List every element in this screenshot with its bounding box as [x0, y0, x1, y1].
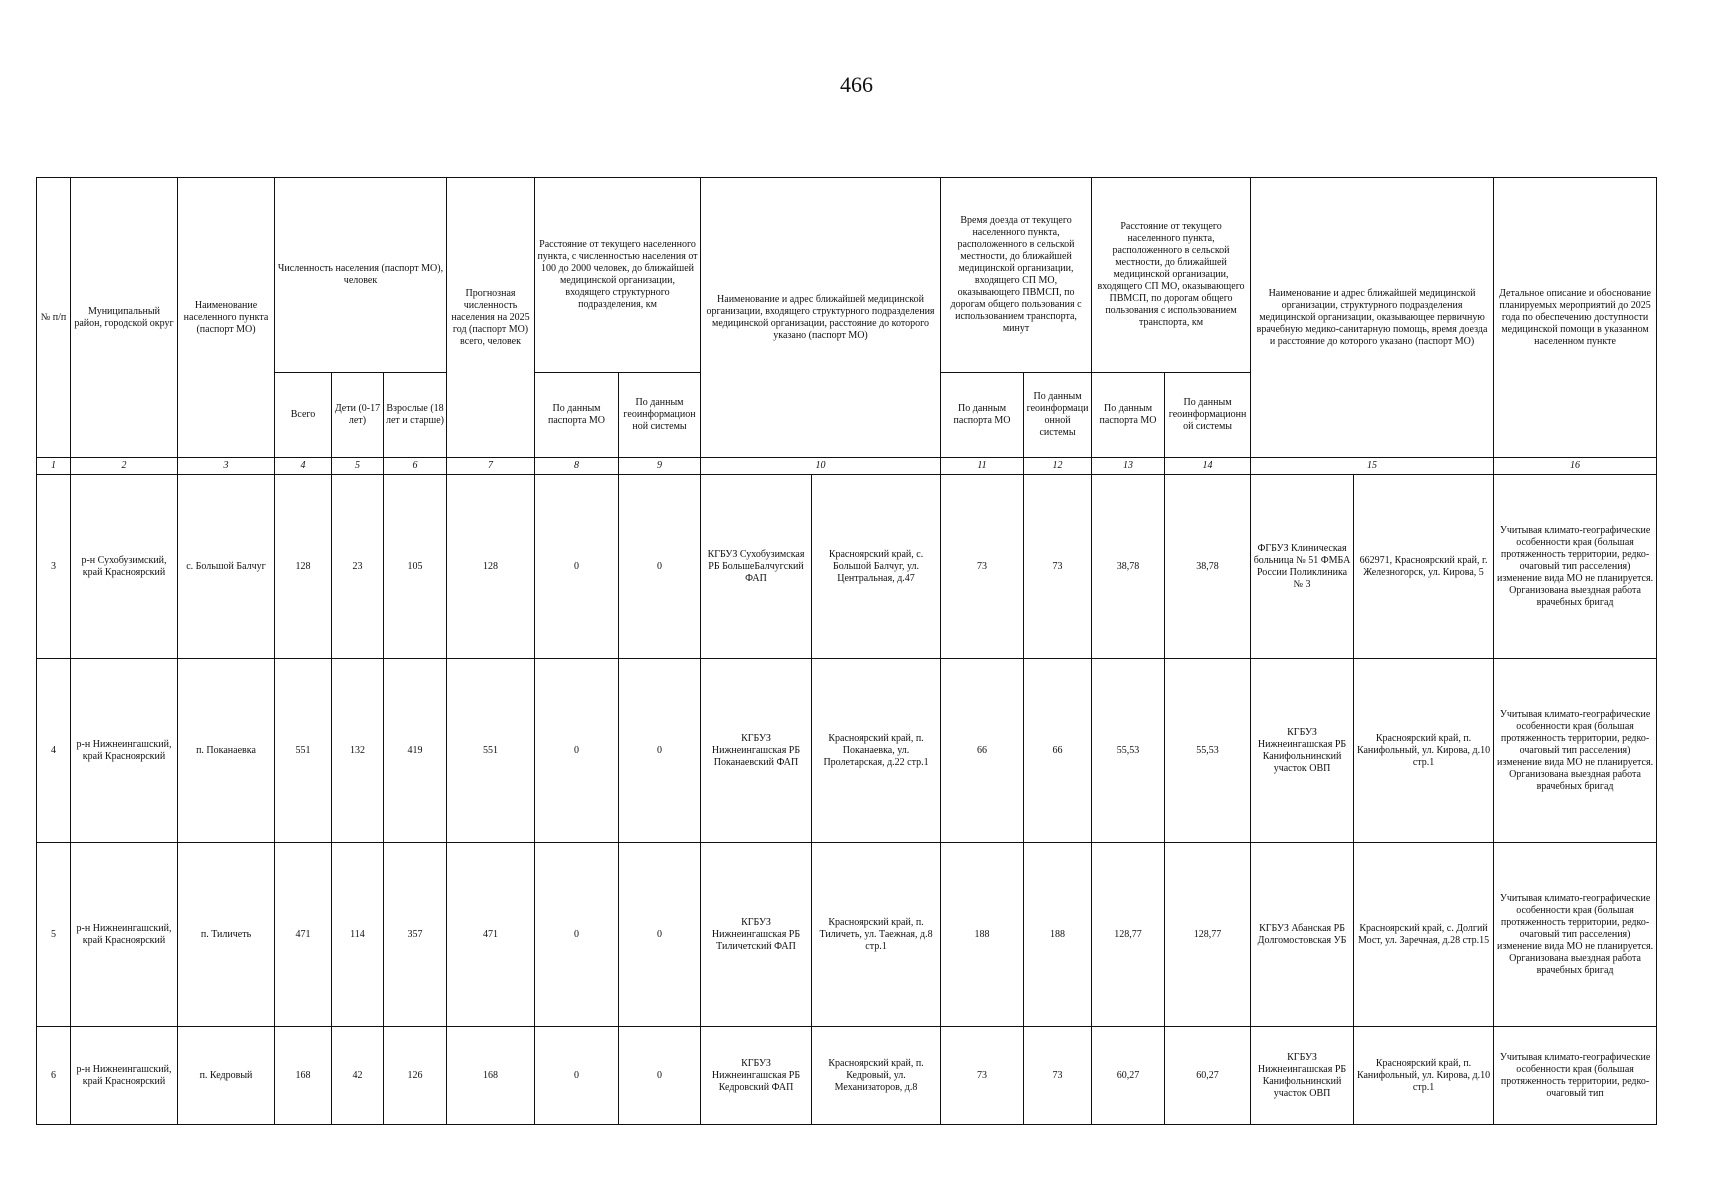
header-children: Дети (0-17 лет) [332, 373, 384, 458]
header-distance-passport: По данным паспорта МО [535, 373, 619, 458]
row-distance-passport: 0 [535, 1027, 619, 1125]
header-travel-time-group: Время доезда от текущего населенного пункта, расположенного в сельской местности, до ближайшей медицинской организации, входящего СП МО, оказывающего ПВМСП, по дорогам общего пользования с использованием транспорта, минут [941, 178, 1092, 373]
row-distance-passport: 0 [535, 843, 619, 1027]
table-row [37, 843, 1657, 1027]
row-time-passport: 188 [941, 843, 1024, 1027]
row-district: р-н Нижнеингашский, край Красноярский [71, 843, 178, 1027]
row-forecast: 168 [447, 1027, 535, 1125]
column-index: 15 [1251, 458, 1494, 475]
row-forecast: 128 [447, 475, 535, 659]
row-mo-name: КГБУЗ Сухобузимская РБ БольшеБалчугский ФАП [701, 475, 812, 659]
row-adults: 357 [384, 843, 447, 1027]
row-primary-care-address: 662971, Красноярский край, г. Железногорск, ул. Кирова, 5 [1354, 475, 1494, 659]
header-km-passport: По данным паспорта МО [1092, 373, 1165, 458]
row-children: 114 [332, 843, 384, 1027]
row-mo-address: Красноярский край, с. Большой Балчуг, ул. Центральная, д.47 [812, 475, 941, 659]
row-description: Учитывая климато-географические особенности края (большая протяженность территории, редко-очаговый тип [1494, 1027, 1657, 1125]
column-index: 2 [71, 458, 178, 475]
header-forecast: Прогнозная численность населения на 2025 год (паспорт МО) всего, человек [447, 178, 535, 458]
row-children: 132 [332, 659, 384, 843]
header-population-group: Численность населения (паспорт МО), человек [275, 178, 447, 373]
row-distance-gis: 0 [619, 659, 701, 843]
column-index: 6 [384, 458, 447, 475]
row-mo-address: Красноярский край, п. Тиличеть, ул. Таежная, д.8 стр.1 [812, 843, 941, 1027]
row-time-passport: 73 [941, 475, 1024, 659]
row-km-gis: 128,77 [1165, 843, 1251, 1027]
column-index: 3 [178, 458, 275, 475]
row-primary-care-address: Красноярский край, п. Канифольный, ул. Кирова, д.10 стр.1 [1354, 659, 1494, 843]
row-mo-address: Красноярский край, п. Кедровый, ул. Механизаторов, д.8 [812, 1027, 941, 1125]
column-index-row [37, 458, 1657, 475]
table-row [37, 475, 1657, 659]
column-index: 8 [535, 458, 619, 475]
column-index: 10 [701, 458, 941, 475]
column-index: 4 [275, 458, 332, 475]
header-row-1 [37, 178, 1657, 373]
header-number: № п/п [37, 178, 71, 458]
row-forecast: 471 [447, 843, 535, 1027]
row-total: 168 [275, 1027, 332, 1125]
row-distance-gis: 0 [619, 475, 701, 659]
row-number: 5 [37, 843, 71, 1027]
row-primary-care-name: КГБУЗ Абанская РБ Долгомостовская УБ [1251, 843, 1354, 1027]
row-time-gis: 73 [1024, 1027, 1092, 1125]
header-distance-gis: По данным геоинформационной системы [619, 373, 701, 458]
row-km-passport: 60,27 [1092, 1027, 1165, 1125]
row-district: р-н Сухобузимский, край Красноярский [71, 475, 178, 659]
row-primary-care-name: КГБУЗ Нижнеингашская РБ Канифольнинский участок ОВП [1251, 659, 1354, 843]
row-mo-name: КГБУЗ Нижнеингашская РБ Тиличетский ФАП [701, 843, 812, 1027]
row-district: р-н Нижнеингашский, край Красноярский [71, 1027, 178, 1125]
row-district: р-н Нижнеингашский, край Красноярский [71, 659, 178, 843]
row-primary-care-address: Красноярский край, п. Канифольный, ул. Кирова, д.10 стр.1 [1354, 1027, 1494, 1125]
row-time-gis: 66 [1024, 659, 1092, 843]
column-index: 5 [332, 458, 384, 475]
header-description: Детальное описание и обоснование планируемых мероприятий до 2025 года по обеспечению доступности медицинской помощи в указанном населенном пункте [1494, 178, 1657, 458]
row-mo-name: КГБУЗ Нижнеингашская РБ Поканаевский ФАП [701, 659, 812, 843]
header-road-distance-group: Расстояние от текущего населенного пункта, расположенного в сельской местности, до ближайшей медицинской организации, входящего СП МО, оказывающего ПВМСП, по дорогам общего пользования с использованием транспорта, км [1092, 178, 1251, 373]
header-km-gis: По данным геоинформационной системы [1165, 373, 1251, 458]
column-index: 9 [619, 458, 701, 475]
row-time-passport: 66 [941, 659, 1024, 843]
row-distance-gis: 0 [619, 843, 701, 1027]
row-number: 4 [37, 659, 71, 843]
row-locality: п. Поканаевка [178, 659, 275, 843]
row-km-gis: 60,27 [1165, 1027, 1251, 1125]
row-children: 42 [332, 1027, 384, 1125]
row-primary-care-name: ФГБУЗ Клиническая больница № 51 ФМБА России Поликлиника № 3 [1251, 475, 1354, 659]
row-adults: 419 [384, 659, 447, 843]
page-number: 466 [840, 72, 873, 97]
column-index: 12 [1024, 458, 1092, 475]
header-primary-care-org: Наименование и адрес ближайшей медицинской организации, структурного подразделения медицинской организации, оказывающее первичную врачебную медико-санитарную помощь, время доезда и расстояние до которого указано (паспорт МО) [1251, 178, 1494, 458]
column-index: 11 [941, 458, 1024, 475]
row-adults: 126 [384, 1027, 447, 1125]
header-total: Всего [275, 373, 332, 458]
row-locality: п. Кедровый [178, 1027, 275, 1125]
row-adults: 105 [384, 475, 447, 659]
column-index: 13 [1092, 458, 1165, 475]
row-mo-name: КГБУЗ Нижнеингашская РБ Кедровский ФАП [701, 1027, 812, 1125]
column-index: 7 [447, 458, 535, 475]
row-km-passport: 55,53 [1092, 659, 1165, 843]
column-index: 1 [37, 458, 71, 475]
row-locality: п. Тиличеть [178, 843, 275, 1027]
row-total: 551 [275, 659, 332, 843]
row-time-passport: 73 [941, 1027, 1024, 1125]
facilities-table [36, 177, 1657, 1125]
table-row [37, 1027, 1657, 1125]
column-index: 16 [1494, 458, 1657, 475]
column-index: 14 [1165, 458, 1251, 475]
row-primary-care-name: КГБУЗ Нижнеингашская РБ Канифольнинский участок ОВП [1251, 1027, 1354, 1125]
row-description: Учитывая климато-географические особенности края (большая протяженность территории, редко-очаговый тип расселения) изменение вида МО не планируется. Организована выездная работа врачебных бригад [1494, 659, 1657, 843]
row-mo-address: Красноярский край, п. Поканаевка, ул. Пролетарская, д.22 стр.1 [812, 659, 941, 843]
row-total: 128 [275, 475, 332, 659]
row-km-passport: 128,77 [1092, 843, 1165, 1027]
header-time-passport: По данным паспорта МО [941, 373, 1024, 458]
row-distance-gis: 0 [619, 1027, 701, 1125]
header-time-gis: По данным геоинформационной системы [1024, 373, 1092, 458]
header-mo-name-address: Наименование и адрес ближайшей медицинской организации, входящего структурного подразделения медицинской организации, расстояние до которого указано (паспорт МО) [701, 178, 941, 458]
row-time-gis: 73 [1024, 475, 1092, 659]
row-children: 23 [332, 475, 384, 659]
row-forecast: 551 [447, 659, 535, 843]
row-km-passport: 38,78 [1092, 475, 1165, 659]
table-row [37, 659, 1657, 843]
row-distance-passport: 0 [535, 659, 619, 843]
row-distance-passport: 0 [535, 475, 619, 659]
header-locality: Наименование населенного пункта (паспорт МО) [178, 178, 275, 458]
header-distance-group: Расстояние от текущего населенного пункта, с численностью населения от 100 до 2000 человек, до ближайшей медицинской организации, входящего структурного подразделения, км [535, 178, 701, 373]
row-description: Учитывая климато-географические особенности края (большая протяженность территории, редко-очаговый тип расселения) изменение вида МО не планируется. Организована выездная работа врачебных бригад [1494, 843, 1657, 1027]
row-description: Учитывая климато-географические особенности края (большая протяженность территории, редко-очаговый тип расселения) изменение вида МО не планируется. Организована выездная работа врачебных бригад [1494, 475, 1657, 659]
row-total: 471 [275, 843, 332, 1027]
row-primary-care-address: Красноярский край, с. Долгий Мост, ул. Заречная, д.28 стр.15 [1354, 843, 1494, 1027]
row-number: 6 [37, 1027, 71, 1125]
header-adults: Взрослые (18 лет и старше) [384, 373, 447, 458]
row-time-gis: 188 [1024, 843, 1092, 1027]
header-district: Муниципальный район, городской округ [71, 178, 178, 458]
row-km-gis: 38,78 [1165, 475, 1251, 659]
row-locality: с. Большой Балчуг [178, 475, 275, 659]
row-number: 3 [37, 475, 71, 659]
row-km-gis: 55,53 [1165, 659, 1251, 843]
